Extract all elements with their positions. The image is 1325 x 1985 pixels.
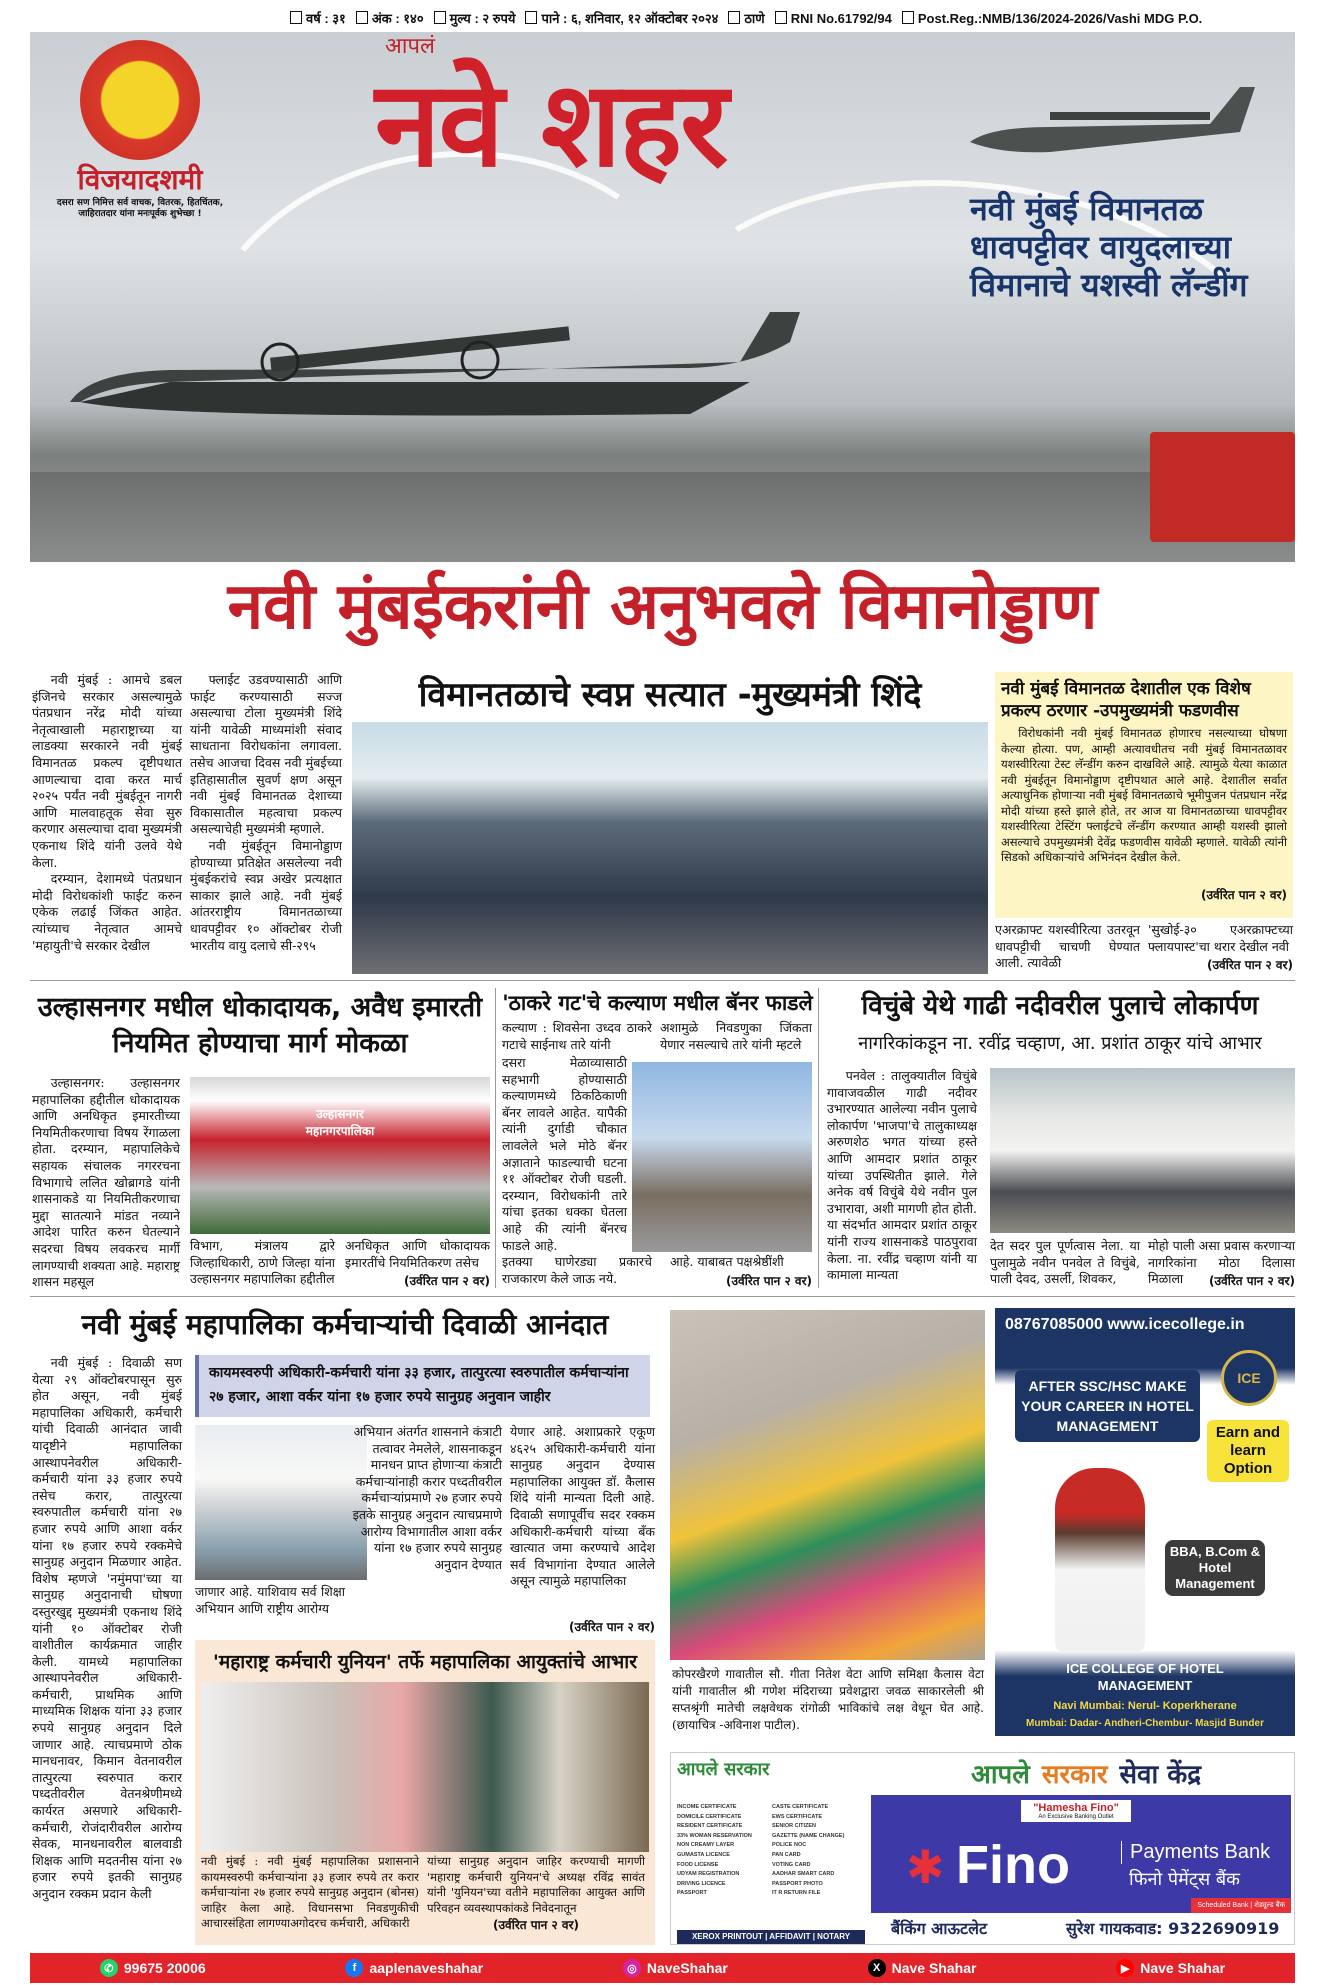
- lead-col-1: [32, 672, 182, 972]
- hero-photo: [30, 32, 1295, 562]
- footer-label: Nave Shahar: [1140, 1960, 1226, 1976]
- aircraft-icon: [50, 302, 810, 442]
- continued-label: (उर्वरित पान २ वर): [1200, 888, 1287, 902]
- service-item: SENIOR CITIZEN: [772, 1823, 817, 1830]
- issue: अंक : १४०: [356, 9, 424, 27]
- fino-tagline-sub: An Exclusive Banking Outlet: [1038, 1814, 1114, 1820]
- divider: [818, 988, 819, 1288]
- ad-courses: BBA, B.Com & Hotel Management: [1165, 1540, 1265, 1596]
- service-item: PASSPORT PHOTO: [772, 1880, 823, 1887]
- divider: [30, 980, 1295, 981]
- pages-date: पाने : ६, शनिवार, १२ ऑक्टोबर २०२४: [525, 9, 718, 27]
- volume: वर्ष : ३१: [290, 9, 346, 27]
- ulhasnagar-below-1: विभाग, मंत्रालय द्वारे जिल्हाधिकारी, ठाणे जिल्हा यांना उल्हासनगर महापालिका हद्दीतील: [190, 1238, 335, 1287]
- masthead-title: नवे शहर: [375, 55, 727, 193]
- ulhasnagar-text: [32, 1075, 180, 1290]
- hero-headline: नवी मुंबई विमानतळ धावपट्टीवर वायुदलाच्या विमानाचे यशस्वी लॅन्डींग: [970, 190, 1248, 304]
- title-word: आपले: [970, 1760, 1030, 1790]
- aircraft-inset-icon: [960, 72, 1260, 182]
- paragraph: उल्हासनगर: उल्हासनगर महापालिका हद्दीतील धोकादायक आणि अनधिकृत इमारतीच्या नियमितीकरणाचा विषय रेंगाळला होता. दरम्यान, महापालिकेचे सहायक संचालक नगररचना विभागाचे ललित खोब्रागडे यांनी शासनाकडे या नियमितीकरणाचा मुद्दा सातत्याने मांडत नव्याने आदेश पारित करुन घेतल्याने सदरचा विषय लवकरच मार्गी लागण्याची शक्यता आहे. महाराष्ट्र शासन महसूल: [32, 1075, 180, 1290]
- ad-earn-learn: Earn and learn Option: [1207, 1420, 1289, 1482]
- service-item: PAN CARD: [772, 1851, 801, 1858]
- nmmc-col-1: [32, 1355, 182, 1947]
- vichumbe-below-2: मोहो पाली असा प्रवास करणाऱ्या नागरिकांना मोठा दिलासा मिळाला: [1148, 1238, 1295, 1287]
- paragraph: नवी मुंबई : आमचे डबल इंजिनचे सरकार असल्यामुळे पंतप्रधान नरेंद्र मोदी यांच्या नेतृत्वाखाली महाराष्ट्राच्या या लाडक्या सरकारने नवी मुंबई विमानतळ प्रकल्प दृष्टीपथात आणल्याचा दावा करत मार्च २०२५ पर्यंत नवी मुंबईतून नागरी आणि मालवाहतूक सेवा सुरु करणार असल्याचा दावा मुख्यमंत्री एकनाथ शिंदे यांनी उलवे येथे केला.: [32, 672, 182, 870]
- nmmc-col-4: येणार आहे. अशाप्रकारे एकूण ४६२५ अधिकारी-कर्मचारी यांना सानुग्रह अनुदान देण्यास महापालिका आयुक्त डॉ. कैलास शिंदे यांनी मान्यता दिली आहे. दिवाळी सणापूर्वीच सदर रक्कम अधिकारी-कर्मचारी यांच्या बँक खात्यात जमा करण्याचे आदेश सर्व विभागांना देण्यात आलेले असून त्यामुळे महापालिका: [510, 1424, 655, 1589]
- ulhasnagar-below-2: अनधिकृत आणि धोकादायक इमारतींचे नियमितिकरण तसेच: [345, 1238, 490, 1270]
- ice-college-ad[interactable]: [995, 1308, 1295, 1736]
- fino-tagline: "Hamesha Fino": [1033, 1802, 1119, 1814]
- ad-pitch: AFTER SSC/HSC MAKE YOUR CAREER IN HOTEL MANAGEMENT: [1015, 1370, 1200, 1442]
- continued-label: (उर्वरित पान २ वर): [492, 1918, 579, 1932]
- footer-label: aaplenaveshahar: [369, 1960, 484, 1976]
- service-item: EWS CERTIFICATE: [772, 1813, 823, 1820]
- footer-x[interactable]: [868, 1959, 977, 1977]
- rangoli-photo: [670, 1310, 985, 1660]
- aaple-sarkar-logo: आपले सरकार: [677, 1759, 770, 1780]
- main-headline: नवी मुंबईकरांनी अनुभवले विमानोड्डाण: [227, 570, 1098, 644]
- union-delegation-photo: [201, 1682, 649, 1852]
- lead-below-2: 'सुखोई-३० एअरक्राफ्टच्या फ्लायपास्ट'चा थरार देखील नवी: [1148, 922, 1293, 954]
- kalyan-bottom-2: आहे. याबाबत पक्षश्रेष्ठींशी: [670, 1254, 784, 1269]
- paragraph: विरोधकांनी नवी मुंबई विमानतळ होणारच नसल्याच्या घोषणा केल्या होत्या. पण, आम्ही अत्यावधीतच नवी मुंबई विमानतळावर यशस्वीरित्या टेस्ट लॅन्डींग करुन दाखविले आहे. त्यामुळे येत्या काळात नवी मुंबईतून विमानोड्डाण दृष्टीपथात आले आहे. देशातील सर्वात अत्याधुनिक होणाऱ्या नवी मुंबई विमानतळाचे भूमीपुजन पंतप्रधान नरेंद्र मोदी यांच्या हस्ते झाले होते, तर आज या विमानतळाच्या धावपट्टीवर यशस्वीरित्या टेस्टिंग फ्लाईटचे लॅन्डींग करण्यात आम्ही यशस्वी झालो असल्याचे उपमुख्यमंत्री देवेंद्र फडणवीस यावेळी म्हणाले. यावेळी त्यांनी सिडको अधिकाऱ्यांचे अभिनंदन देखील केले.: [1001, 726, 1287, 864]
- service-item: DRIVING LICENCE: [677, 1880, 726, 1887]
- services-strip: XEROX PRINTOUT | AFFIDAVIT | NOTARY: [677, 1930, 865, 1944]
- torn-banner-photo: [632, 1062, 812, 1252]
- nmmc-col-2: जाणार आहे. याशिवाय सर्व शिक्षा अभियान आणि राष्ट्रीय आरोग्य: [195, 1584, 345, 1616]
- rni: RNI No.61792/94: [775, 11, 892, 26]
- nmmc-headline: नवी मुंबई महापालिका कर्मचाऱ्यांची दिवाळी आनंदात: [81, 1308, 609, 1341]
- box-text: [1001, 726, 1287, 886]
- instagram-icon: ◎: [623, 1959, 641, 1977]
- paragraph: पनवेल : तालुक्यातील विचुंबे गावाजवळील गाढी नदीवर उभारण्यात आलेल्या नवीन पुलाचे लोकार्पण 'भाजपा'चे तालुकाध्यक्ष अरुणशेठ भगत यांच्या हस्ते आणि आमदार प्रशांत ठाकूर यांच्या उपस्थितीत झाले. गेले अनेक वर्ष विचुंबे येथे नवीन पुल उभारावा, अशी मागणी होत होती. या संदर्भात आमदार प्रशांत ठाकूर यांनी राज्य शासनाकडे पाठपुरावा केला. ना. रवींद्र चव्हाण यांनी या कामाला मान्यता: [827, 1068, 977, 1283]
- building-sign: उल्हासनगर महानगरपालिका: [305, 1107, 375, 1138]
- chef-photo: [1055, 1468, 1145, 1653]
- divider: [30, 1296, 1295, 1297]
- dateline: [290, 6, 1300, 30]
- postal-reg: Post.Reg.:NMB/136/2024-2026/Vashi MDG P.O.: [902, 11, 1202, 26]
- fino-banner: [871, 1795, 1291, 1913]
- nmmc-subhead: कायमस्वरुपी अधिकारी-कर्मचारी यांना ३३ हजार, तात्पुरत्या स्वरुपातील कर्मचाऱ्यांना २७ हजार, आशा वर्कर यांना १७ हजार रुपये सानुग्रह अनुवान जाहीर: [195, 1355, 650, 1417]
- greeting-message: दसरा सण निमित्त सर्व वाचक, वितरक, हितचिंतक, जाहिरातदार यांना मनःपूर्वक शुभेच्छा !: [56, 198, 224, 219]
- fino-bank-en: Payments Bank: [1121, 1841, 1270, 1864]
- service-item: NON CREAMY LAYER: [677, 1842, 735, 1849]
- service-item: VOTING CARD: [772, 1861, 811, 1868]
- footer-whatsapp[interactable]: [100, 1959, 206, 1977]
- service-item: GAZETTE (NAME CHANGE): [772, 1832, 845, 1839]
- service-item: FOOD LICENSE: [677, 1861, 719, 1868]
- fadnavis-box: [995, 672, 1293, 918]
- fire-truck: [1150, 432, 1295, 542]
- bridge-inauguration-photo: [990, 1068, 1295, 1233]
- city: ठाणे: [728, 9, 764, 27]
- vichumbe-text: [827, 1068, 977, 1288]
- service-item: IT R RETURN FILE: [772, 1890, 821, 1897]
- service-item: AADHAR SMART CARD: [772, 1871, 835, 1878]
- vichumbe-headline: विचुंबे येथे गाढी नदीवरील पुलाचे लोकार्पण: [861, 991, 1259, 1021]
- continued-label: (उर्वरित पान २ वर): [1208, 1274, 1295, 1288]
- fino-scheduled: Scheduled Bank | शेड्यूल्ड बैंक: [1191, 1898, 1291, 1913]
- ad-college-name: ICE COLLEGE OF HOTEL MANAGEMENT: [1066, 1661, 1224, 1693]
- kalyan-headline: 'ठाकरे गट'चे कल्याण मधील बॅनर फाडले: [502, 991, 813, 1015]
- x-icon: X: [868, 1959, 886, 1977]
- paragraph: नवी मुंबईतून विमानोड्डाण होण्याच्या प्रतिक्षेत असलेल्या नवी मुंबईकरांचे स्वप्न अखेर प्रत्यक्षात साकार झाले आहे. नवी मुंबई आंतरराष्ट्रीय विमानतळाच्या धावपट्टीवर १० ऑक्टोबर रोजी भारतीय वायु दलाचे सी-२९५: [190, 837, 342, 953]
- facebook-icon: f: [345, 1959, 363, 1977]
- footer-instagram[interactable]: [623, 1959, 728, 1977]
- banking-outlet: बैंकिंग आऊटलेट: [891, 1919, 988, 1938]
- union-text-2: यांच्या सानुग्रह अनुदान जाहिर करण्याची मागणी 'महाराष्ट्र कर्मचारी युनियन'चे अध्यक्ष रविंद्र सावंत यांनी 'युनियन'च्या वतीने महापालिका आयुक्त आणि परिवहन व्यवस्थापकांकडे निवेदनातून: [427, 1854, 645, 1915]
- fino-brand: Fino: [956, 1835, 1070, 1895]
- kalyan-text: दसरा मेळाव्यासाठी सहभागी होण्यासाठी कल्याणमध्ये ठिकठिकाणी बॅनर लावले आहेत. यापैकी त्यांनी दुर्गाडी चौकात लावलेले भले मोठे बॅनर अज्ञाताने फाडल्याची घटना ११ ऑक्टोबर रोजी घडली. दरम्यान, विरोधकांनी तारे यांचा इतका धक्का घेतला आहे की त्यांनी बॅनरच फाडले आहे.: [502, 1055, 627, 1253]
- price: मुल्य : २ रुपये: [434, 9, 516, 27]
- rangoli-caption: कोपरखैरणे गावातील सौ. गीता नितेश वेटा आणि समिक्षा कैलास वेटा यांनी गावातील श्री गणेश मंदिराच्या प्रवेशद्वारा जवळ साकारलेली श्री सप्तश्रृंगी मातेची लक्षवेधक रांगोळी भाविकांचे लक्ष वेधून घेत आहे. (छायाचित्र -अविनाश पाटील).: [672, 1667, 984, 1732]
- whatsapp-icon: ✆: [100, 1959, 118, 1977]
- vichumbe-below-1: देत सदर पुल पूर्णत्वास नेला. या पुलामुळे नवीन पनवेल ते विचुंबे, पाली देवद, उसर्ली, शिवकर,: [990, 1238, 1140, 1287]
- title-word: सरकार: [1041, 1760, 1108, 1790]
- footer-label: Nave Shahar: [891, 1960, 977, 1976]
- vijayadashami-greeting: [40, 32, 240, 227]
- kalyan-bottom-1: इतक्या घाणेरड्या प्रकारचे राजकारण केले जाऊ नये.: [502, 1254, 652, 1286]
- lead-center-headline: विमानतळाचे स्वप्न सत्यात -मुख्यमंत्री शिंदे: [418, 675, 922, 715]
- nmmc-col-3: अभियान अंतर्गत शासनाने कंत्राटी तत्वावर नेमलेले, शासनाकडून मानधन प्राप्त होणाऱ्या कंत्राटी कर्मचाऱ्यांनाही करार पध्दतीवरील कर्मचाऱ्यांप्रमाणे २७ हजार रुपये इतके सानुग्रह अनुदान त्याचप्रमाणे आरोग्य विभागातील आशा वर्कर यांना १७ हजार रुपये सानुग्रह अनुदान देण्यात: [352, 1424, 502, 1572]
- service-item: PASSPORT: [677, 1890, 707, 1897]
- services-list: [677, 1803, 867, 1899]
- footer-label: 99675 20006: [123, 1960, 206, 1976]
- ad-location-navi-mumbai: Navi Mumbai: Nerul- Koperkherane: [1053, 1700, 1237, 1712]
- service-item: 33% WOMAN RESERVATION: [677, 1832, 752, 1839]
- title-word: सेवा केंद्र: [1119, 1760, 1202, 1790]
- seva-title: [881, 1755, 1291, 1791]
- lead-col-2: [190, 672, 342, 972]
- nmmc-building-photo: [195, 1425, 367, 1580]
- continued-label: (उर्वरित पान २ वर): [568, 1620, 655, 1634]
- leaders-group-photo: [352, 722, 988, 974]
- seva-kendra-ad[interactable]: [670, 1752, 1295, 1945]
- greeting-title: विजयादशमी: [77, 163, 203, 196]
- lead-below-1: एअरक्राफ्ट यशस्वीरित्या उतरवून धावपट्टीची चाचणी घेण्यात आली. त्यावेळी: [995, 922, 1140, 971]
- service-item: CASTE CERTIFICATE: [772, 1804, 829, 1810]
- fino-tagline-box: [1021, 1800, 1131, 1822]
- kalyan-top-1: कल्याण : शिवसेना उध्दव ठाकरे गटाचे साईनाथ तारे यांनी: [502, 1020, 652, 1052]
- ram-archer-icon: [80, 40, 200, 160]
- ad-location-mumbai: Mumbai: Dadar- Andheri-Chembur- Masjid Bunder: [1026, 1718, 1264, 1729]
- service-item: UDYAM REGISTRATION: [677, 1871, 740, 1878]
- fino-bank-mr: फिनो पेमेंट्स बैंक: [1129, 1869, 1240, 1890]
- continued-label: (उर्वरित पान २ वर): [1206, 958, 1293, 972]
- box-headline: नवी मुंबई विमानतळ देशातील एक विशेष प्रकल्प ठरणार -उपमुख्यमंत्री फडणवीस: [1001, 679, 1251, 721]
- union-headline: 'महाराष्ट्र कर्मचारी युनियन' तर्फे महापालिका आयुक्तांचे आभार: [213, 1651, 637, 1673]
- ice-logo: ICE: [1221, 1350, 1277, 1406]
- service-item: DOMICILE CERTIFICATE: [677, 1813, 742, 1820]
- footer-youtube[interactable]: [1116, 1959, 1225, 1977]
- paragraph: नवी मुंबई : दिवाळी सण येत्या २९ ऑक्टोबरपासून सुरु होत असून, नवी मुंबई महापालिका अधिकारी, कर्मचारी यांची दिवाळी आनंदात जावी यादृष्टीने महापालिका आस्थापनेवरील अधिकारी-कर्मचारी यांना ३३ हजार रुपये तसेच करार, तात्पुरत्या स्वरुपातील कर्मचारी यांना २७ हजार रुपये आणि आशा वर्कर यांना १७ हजार रुपये रक्कमेचे सानुग्रह अनुदान मिळणार आहेत. विशेष म्हणजे 'नमुंमपा'च्या या सानुग्रह अनुदानाची घोषणा दस्तुरखुद्द मुख्यमंत्री एकनाथ शिंदे यांनी १० ऑक्टोबर रोजी वाशीतील कार्यक्रमात जाहीर केली. यामध्ये महापालिका आस्थापनेवरील अधिकारी-कर्मचारी, प्राथमिक आणि माध्यमिक शिक्षक यांना ३३ हजार रुपये सानुग्रह अनुदान दिले जाणार आहे. त्याचप्रमाणे ठोक मानधनावर, किमान वेतनावरील तात्पुरत्या स्वरुपात करार पध्दतीवरील वेतनश्रेणीमध्ये कार्यरत असणारे अधिकारी-कर्मचारी, रोजंदारीवरील आरोग्य सेवक, मानधनावरील बालवाडी शिक्षक आणि मदतनीस यांना २७ हजार रुपये इतकी सानुग्रह अनुदान रक्कम प्रदान केली: [32, 1355, 182, 1901]
- municipal-building-photo: [190, 1077, 490, 1234]
- ulhasnagar-headline: उल्हासनगर मधील धोकादायक, अवैध इमारती नियमित होण्याचा मार्ग मोकळा: [37, 992, 483, 1059]
- service-item: RESIDENT CERTIFICATE: [677, 1823, 743, 1830]
- footer-facebook[interactable]: [345, 1959, 483, 1977]
- continued-label: (उर्वरित पान २ वर): [725, 1274, 812, 1288]
- ad-contact[interactable]: 08767085000 www.icecollege.in: [1005, 1316, 1245, 1333]
- divider: [495, 988, 496, 1288]
- service-item: GUMASTA LICENCE: [677, 1851, 730, 1858]
- union-box: [195, 1640, 655, 1945]
- service-item: INCOME CERTIFICATE: [677, 1804, 737, 1810]
- paragraph: फ्लाईट उडवण्यासाठी आणि फाईट करण्यासाठी सज्ज असल्याचा टोला मुख्यमंत्री शिंदे यांनी यावेळी माध्यमांशी संवाद साधताना विरोधकांना लगावला. तसेच आजचा दिवस नवी मुंबईच्या इतिहासातील सुवर्ण क्षण असून नवी मुंबई विमानतळ देशाच्या विकासातील महत्वाचा प्रकल्प असल्याचेही मुख्यमंत्री म्हणाले.: [190, 672, 342, 837]
- social-footer: [30, 1953, 1295, 1983]
- fino-star-icon: ✱: [906, 1841, 945, 1893]
- outlet-contact[interactable]: सुरेश गायकवाड: 9322690919: [1066, 1919, 1280, 1938]
- vichumbe-subhead: नागरिकांकडून ना. रवींद्र चव्हाण, आ. प्रशांत ठाकूर यांचे आभार: [858, 1033, 1262, 1054]
- paragraph: दरम्यान, देशामध्ये पंतप्रधान मोदी विरोधकांशी फाईट करुन एकेक लढाई जिंकत आहेत. त्यांच्याच नेतृत्वात आमचे 'महायुती'चे सरकार देखील: [32, 871, 182, 953]
- kalyan-top-2: अशामुळे निवडणुका जिंकता येणार नसल्याचे तारे यांनी म्हटले: [660, 1020, 812, 1052]
- continued-label: (उर्वरित पान २ वर): [403, 1274, 490, 1288]
- youtube-icon: ▶: [1116, 1959, 1134, 1977]
- union-text-1: नवी मुंबई : नवी मुंबई महापालिका प्रशासनाने कायमस्वरुपी कर्मचाऱ्यांना ३३ हजार रुपये तर करार कर्मचाऱ्यांना २७ हजार रुपये सानुग्रह अनुदान (बोनस) जाहिर केला आहे. विधानसभा निवडणुकीची आचारसंहिता लागण्याअगोदरच कर्मचारी, अधिकारी: [201, 1854, 419, 1930]
- service-item: POLICE NOC: [772, 1842, 807, 1849]
- masthead-prefix: आपलं: [385, 34, 435, 59]
- footer-label: NaveShahar: [646, 1960, 728, 1976]
